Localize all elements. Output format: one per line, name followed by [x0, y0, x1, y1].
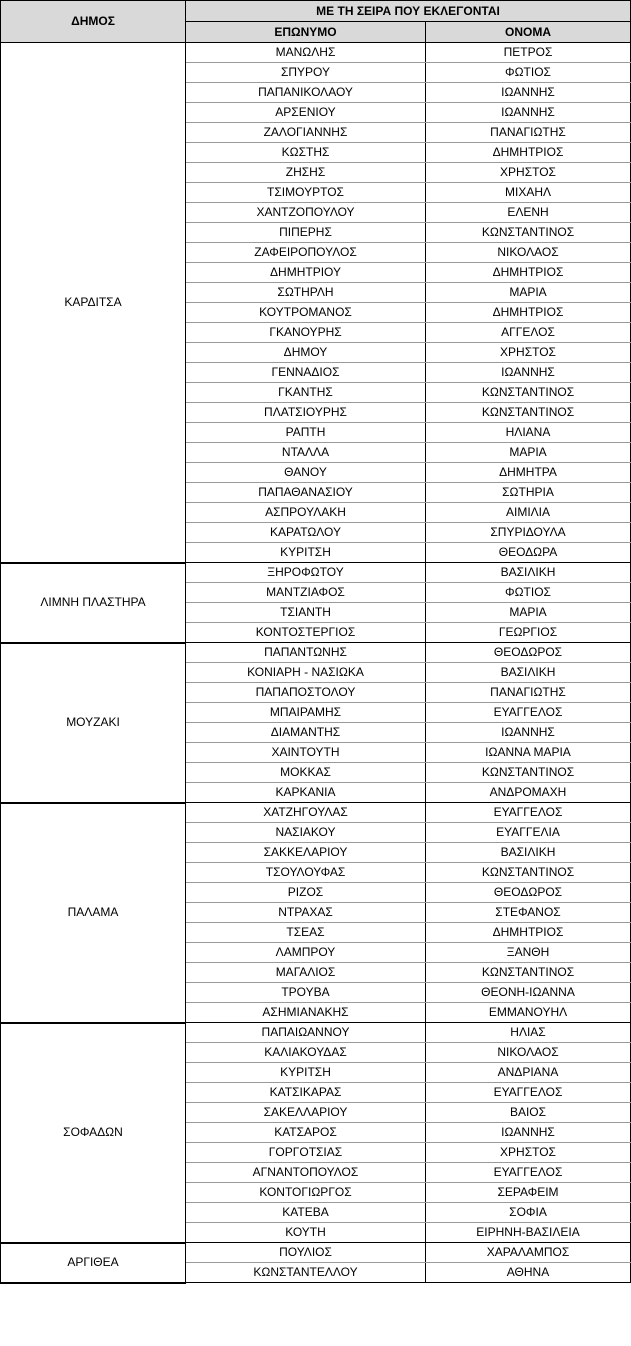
surname-cell: ΜΠΑΙΡΑΜΗΣ	[186, 703, 426, 723]
surname-cell: ΘΑΝΟΥ	[186, 463, 426, 483]
municipality-cell: ΚΑΡΔΙΤΣΑ	[1, 43, 186, 563]
name-cell: ΔΗΜΗΤΡΙΟΣ	[426, 923, 631, 943]
name-header: ΟΝΟΜΑ	[426, 22, 631, 43]
municipality-cell: ΛΙΜΝΗ ΠΛΑΣΤΗΡΑ	[1, 563, 186, 643]
surname-cell: ΓΚΑΝΤΗΣ	[186, 383, 426, 403]
name-cell: ΒΑΣΙΛΙΚΗ	[426, 663, 631, 683]
surname-cell: ΠΑΠΑΙΩΑΝΝΟΥ	[186, 1023, 426, 1043]
name-cell: ΑΙΜΙΛΙΑ	[426, 503, 631, 523]
surname-cell: ΣΑΚΕΛΛΑΡΙΟΥ	[186, 1103, 426, 1123]
name-cell: ΙΩΑΝΝΗΣ	[426, 83, 631, 103]
surname-cell: ΚΑΤΕΒΑ	[186, 1203, 426, 1223]
name-cell: ΘΕΟΔΩΡΟΣ	[426, 883, 631, 903]
surname-cell: ΑΣΠΡΟΥΛΑΚΗ	[186, 503, 426, 523]
name-cell: ΠΕΤΡΟΣ	[426, 43, 631, 63]
table-row	[1, 1243, 631, 1263]
municipality-cell: ΠΑΛΑΜΑ	[1, 803, 186, 1023]
surname-cell: ΑΡΣΕΝΙΟΥ	[186, 103, 426, 123]
municipality-header: ΔΗΜΟΣ	[1, 1, 186, 43]
name-cell: ΔΗΜΗΤΡΙΟΣ	[426, 303, 631, 323]
surname-cell: ΑΣΗΜΙΑΝΑΚΗΣ	[186, 1003, 426, 1023]
name-cell: ΔΗΜΗΤΡΑ	[426, 463, 631, 483]
surname-cell: ΔΗΜΟΥ	[186, 343, 426, 363]
name-cell: ΘΕΟΔΩΡΑ	[426, 543, 631, 563]
table-row	[1, 1023, 631, 1043]
surname-cell: ΤΣΕΑΣ	[186, 923, 426, 943]
table-row	[1, 643, 631, 663]
name-cell: ΒΑΣΙΛΙΚΗ	[426, 563, 631, 583]
name-cell: ΑΘΗΝΑ	[426, 1263, 631, 1283]
name-cell: ΣΕΡΑΦΕΙΜ	[426, 1183, 631, 1203]
name-cell: ΦΩΤΙΟΣ	[426, 63, 631, 83]
name-cell: ΙΩΑΝΝΗΣ	[426, 1123, 631, 1143]
surname-cell: ΠΑΠΑΝΤΩΝΗΣ	[186, 643, 426, 663]
surname-cell: ΞΗΡΟΦΩΤΟΥ	[186, 563, 426, 583]
name-cell: ΧΡΗΣΤΟΣ	[426, 1143, 631, 1163]
municipality-cell: ΜΟΥΖΑΚΙ	[1, 643, 186, 803]
surname-cell: ΠΛΑΤΣΙΟΥΡΗΣ	[186, 403, 426, 423]
name-cell: ΞΑΝΘΗ	[426, 943, 631, 963]
surname-cell: ΣΑΚΚΕΛΑΡΙΟΥ	[186, 843, 426, 863]
surname-cell: ΚΥΡΙΤΣΗ	[186, 543, 426, 563]
name-cell: ΙΩΑΝΝΗΣ	[426, 103, 631, 123]
name-cell: ΗΛΙΑΝΑ	[426, 423, 631, 443]
surname-cell: ΚΑΛΙΑΚΟΥΔΑΣ	[186, 1043, 426, 1063]
surname-cell: ΚΥΡΙΤΣΗ	[186, 1063, 426, 1083]
surname-cell: ΧΑΤΖΗΓΟΥΛΑΣ	[186, 803, 426, 823]
name-cell: ΣΤΕΦΑΝΟΣ	[426, 903, 631, 923]
name-cell: ΚΩΝΣΤΑΝΤΙΝΟΣ	[426, 763, 631, 783]
surname-cell: ΤΣΟΥΛΟΥΦΑΣ	[186, 863, 426, 883]
surname-cell: ΠΑΠΑΠΟΣΤΟΛΟΥ	[186, 683, 426, 703]
name-cell: ΧΑΡΑΛΑΜΠΟΣ	[426, 1243, 631, 1263]
name-cell: ΕΛΕΝΗ	[426, 203, 631, 223]
surname-cell: ΜΑΝΩΛΗΣ	[186, 43, 426, 63]
name-cell: ΠΑΝΑΓΙΩΤΗΣ	[426, 123, 631, 143]
table-row	[1, 803, 631, 823]
name-cell: ΓΕΩΡΓΙΟΣ	[426, 623, 631, 643]
name-cell: ΝΙΚΟΛΑΟΣ	[426, 243, 631, 263]
name-cell: ΜΑΡΙΑ	[426, 443, 631, 463]
municipality-cell: ΑΡΓΙΘΕΑ	[1, 1243, 186, 1283]
surname-cell: ΖΗΣΗΣ	[186, 163, 426, 183]
surname-cell: ΡΑΠΤΗ	[186, 423, 426, 443]
surname-cell: ΚΑΤΣΙΚΑΡΑΣ	[186, 1083, 426, 1103]
surname-cell: ΚΩΝΣΤΑΝΤΕΛΛΟΥ	[186, 1263, 426, 1283]
name-cell: ΦΩΤΙΟΣ	[426, 583, 631, 603]
surname-cell: ΣΠΥΡΟΥ	[186, 63, 426, 83]
name-cell: ΚΩΝΣΤΑΝΤΙΝΟΣ	[426, 223, 631, 243]
surname-cell: ΡΙΖΟΣ	[186, 883, 426, 903]
name-cell: ΙΩΑΝΝΑ ΜΑΡΙΑ	[426, 743, 631, 763]
header-row-1	[1, 1, 631, 22]
name-cell: ΙΩΑΝΝΗΣ	[426, 363, 631, 383]
table-row	[1, 563, 631, 583]
name-cell: ΚΩΝΣΤΑΝΤΙΝΟΣ	[426, 863, 631, 883]
surname-cell: ΝΤΡΑΧΑΣ	[186, 903, 426, 923]
name-cell: ΚΩΝΣΤΑΝΤΙΝΟΣ	[426, 403, 631, 423]
surname-cell: ΜΑΓΑΛΙΟΣ	[186, 963, 426, 983]
name-cell: ΜΑΡΙΑ	[426, 283, 631, 303]
name-cell: ΣΟΦΙΑ	[426, 1203, 631, 1223]
name-cell: ΔΗΜΗΤΡΙΟΣ	[426, 263, 631, 283]
surname-cell: ΚΑΡΑΤΩΛΟΥ	[186, 523, 426, 543]
surname-cell: ΣΩΤΗΡΛΗ	[186, 283, 426, 303]
surname-cell: ΔΗΜΗΤΡΙΟΥ	[186, 263, 426, 283]
surname-cell: ΚΑΤΣΑΡΟΣ	[186, 1123, 426, 1143]
surname-cell: ΛΑΜΠΡΟΥ	[186, 943, 426, 963]
surname-cell: ΠΑΠΑΝΙΚΟΛΑΟΥ	[186, 83, 426, 103]
surname-cell: ΝΤΑΛΛΑ	[186, 443, 426, 463]
surname-cell: ΚΟΝΤΟΣΤΕΡΓΙΟΣ	[186, 623, 426, 643]
name-cell: ΧΡΗΣΤΟΣ	[426, 343, 631, 363]
name-cell: ΘΕΟΝΗ-ΙΩΑΝΝΑ	[426, 983, 631, 1003]
surname-cell: ΝΑΣΙΑΚΟΥ	[186, 823, 426, 843]
surname-cell: ΠΑΠΑΘΑΝΑΣΙΟΥ	[186, 483, 426, 503]
surname-cell: ΓΟΡΓΟΤΣΙΑΣ	[186, 1143, 426, 1163]
surname-cell: ΧΑΙΝΤΟΥΤΗ	[186, 743, 426, 763]
surname-cell: ΧΑΝΤΖΟΠΟΥΛΟΥ	[186, 203, 426, 223]
name-cell: ΕΥΑΓΓΕΛΟΣ	[426, 1083, 631, 1103]
name-cell: ΕΥΑΓΓΕΛΟΣ	[426, 1163, 631, 1183]
name-cell: ΜΑΡΙΑ	[426, 603, 631, 623]
order-header: ΜΕ ΤΗ ΣΕΙΡΑ ΠΟΥ ΕΚΛΕΓΟΝΤΑΙ	[186, 1, 631, 22]
name-cell: ΘΕΟΔΩΡΟΣ	[426, 643, 631, 663]
surname-cell: ΚΟΥΤΗ	[186, 1223, 426, 1243]
surname-cell: ΑΓΝΑΝΤΟΠΟΥΛΟΣ	[186, 1163, 426, 1183]
name-cell: ΧΡΗΣΤΟΣ	[426, 163, 631, 183]
name-cell: ΑΓΓΕΛΟΣ	[426, 323, 631, 343]
name-cell: ΚΩΝΣΤΑΝΤΙΝΟΣ	[426, 383, 631, 403]
surname-cell: ΤΣΙΑΝΤΗ	[186, 603, 426, 623]
name-cell: ΗΛΙΑΣ	[426, 1023, 631, 1043]
surname-cell: ΓΚΑΝΟΥΡΗΣ	[186, 323, 426, 343]
name-cell: ΔΗΜΗΤΡΙΟΣ	[426, 143, 631, 163]
name-cell: ΒΑΣΙΛΙΚΗ	[426, 843, 631, 863]
surname-cell: ΚΟΥΤΡΟΜΑΝΟΣ	[186, 303, 426, 323]
name-cell: ΕΙΡΗΝΗ-ΒΑΣΙΛΕΙΑ	[426, 1223, 631, 1243]
surname-cell: ΠΙΠΕΡΗΣ	[186, 223, 426, 243]
name-cell: ΕΜΜΑΝΟΥΗΛ	[426, 1003, 631, 1023]
municipality-cell: ΣΟΦΑΔΩΝ	[1, 1023, 186, 1243]
name-cell: ΣΠΥΡΙΔΟΥΛΑ	[426, 523, 631, 543]
name-cell: ΝΙΚΟΛΑΟΣ	[426, 1043, 631, 1063]
surname-cell: ΖΑΦΕΙΡΟΠΟΥΛΟΣ	[186, 243, 426, 263]
name-cell: ΕΥΑΓΓΕΛΙΑ	[426, 823, 631, 843]
surname-cell: ΓΕΝΝΑΔΙΟΣ	[186, 363, 426, 383]
name-cell: ΠΑΝΑΓΙΩΤΗΣ	[426, 683, 631, 703]
name-cell: ΣΩΤΗΡΙΑ	[426, 483, 631, 503]
surname-cell: ΚΟΝΙΑΡΗ - ΝΑΣΙΩΚΑ	[186, 663, 426, 683]
table-body	[1, 43, 631, 1283]
name-cell: ΑΝΔΡΟΜΑΧΗ	[426, 783, 631, 803]
surname-cell: ΠΟΥΛΙΟΣ	[186, 1243, 426, 1263]
name-cell: ΜΙΧΑΗΛ	[426, 183, 631, 203]
surname-cell: ΤΡΟΥΒΑ	[186, 983, 426, 1003]
table-row	[1, 43, 631, 63]
name-cell: ΕΥΑΓΓΕΛΟΣ	[426, 803, 631, 823]
name-cell: ΕΥΑΓΓΕΛΟΣ	[426, 703, 631, 723]
surname-cell: ΚΑΡΚΑΝΙΑ	[186, 783, 426, 803]
surname-cell: ΜΟΚΚΑΣ	[186, 763, 426, 783]
surname-cell: ΜΑΝΤΖΙΑΦΟΣ	[186, 583, 426, 603]
name-cell: ΑΝΔΡΙΑΝΑ	[426, 1063, 631, 1083]
surname-cell: ΤΣΙΜΟΥΡΤΟΣ	[186, 183, 426, 203]
surname-header: ΕΠΩΝΥΜΟ	[186, 22, 426, 43]
name-cell: ΒΑΙΟΣ	[426, 1103, 631, 1123]
surname-cell: ΚΟΝΤΟΓΙΩΡΓΟΣ	[186, 1183, 426, 1203]
surname-cell: ΖΑΛΟΓΙΑΝΝΗΣ	[186, 123, 426, 143]
surname-cell: ΔΙΑΜΑΝΤΗΣ	[186, 723, 426, 743]
surname-cell: ΚΩΣΤΗΣ	[186, 143, 426, 163]
name-cell: ΙΩΑΝΝΗΣ	[426, 723, 631, 743]
name-cell: ΚΩΝΣΤΑΝΤΙΝΟΣ	[426, 963, 631, 983]
